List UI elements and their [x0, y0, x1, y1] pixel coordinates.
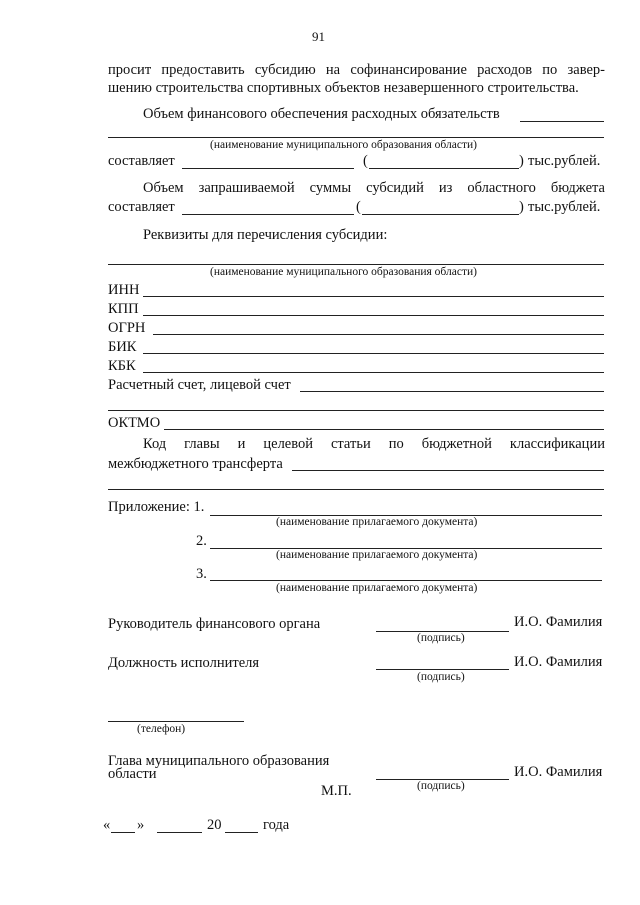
volume-open-paren: ( [363, 153, 368, 169]
municipality-head-line-1: Глава муниципального образования [108, 753, 330, 769]
intro-line-2: шению строительства спортивных объектов незавершенного строительства. [108, 80, 579, 96]
volume-heading-blank [520, 121, 604, 122]
oktmo-blank [164, 429, 604, 430]
executor-signature-caption: (подпись) [417, 671, 465, 683]
municipality-head-name: И.О. Фамилия [514, 764, 603, 780]
bik-blank [143, 353, 604, 354]
requested-word: Объем [143, 180, 184, 196]
attachments-label: Приложение: 1. [108, 499, 205, 515]
volume-close-paren: ) [519, 153, 524, 169]
budget-code-word: Код [143, 436, 167, 452]
account-label: Расчетный счет, лицевой счет [108, 377, 291, 393]
requested-amount-blank [182, 214, 354, 215]
budget-code-line-2: межбюджетного трансферта [108, 456, 283, 472]
intro-word: по [542, 62, 558, 78]
attachment-3-blank [210, 580, 602, 581]
attachment-2-caption: (наименование прилагаемого документа) [276, 549, 478, 561]
date-day-blank [111, 832, 135, 833]
requested-word: запрашиваемой [198, 180, 295, 196]
intro-word: расходов [477, 62, 533, 78]
executor-position-label: Должность исполнителя [108, 655, 260, 671]
ogrn-label: ОГРН [108, 320, 146, 336]
volume-heading: Объем финансового обеспечения расходных обязательств [143, 106, 500, 122]
requested-makes-label: составляет [108, 199, 175, 215]
budget-code-line-1 [143, 436, 605, 453]
phone-blank [108, 721, 244, 722]
attachment-3-caption: (наименование прилагаемого документа) [276, 582, 478, 594]
municipality-head-line-2: области [108, 766, 157, 782]
date-open-quote: « [103, 817, 111, 833]
attachment-2-number: 2. [196, 533, 207, 549]
intro-word: завер- [567, 62, 605, 78]
volume-unit: тыс.рублей. [528, 153, 601, 169]
date-month-blank [157, 832, 202, 833]
intro-word: просит [108, 62, 152, 78]
volume-municipality-blank [108, 137, 604, 138]
date-year-blank [225, 832, 258, 833]
ogrn-blank [153, 334, 604, 335]
date-century: 20 [207, 817, 222, 833]
requested-close-paren: ) [519, 199, 524, 215]
budget-code-blank [292, 470, 604, 471]
requested-word: областного [467, 180, 536, 196]
executor-name: И.О. Фамилия [514, 654, 603, 670]
attachment-1-caption: (наименование прилагаемого документа) [276, 516, 478, 528]
executor-signature-blank [376, 669, 509, 670]
budget-code-blank-2 [108, 489, 604, 490]
intro-line-1 [108, 62, 605, 79]
budget-code-word: бюджетной [421, 436, 492, 452]
date-close-quote: » [137, 817, 145, 833]
account-blank [300, 391, 604, 392]
municipality-head-signature-caption: (подпись) [417, 780, 465, 792]
kpp-blank [143, 315, 604, 316]
finance-head-name: И.О. Фамилия [514, 614, 603, 630]
intro-word: на [325, 62, 341, 78]
date-year-word: года [263, 817, 290, 833]
inn-blank [143, 296, 604, 297]
kbk-blank [143, 372, 604, 373]
requested-open-paren: ( [356, 199, 361, 215]
requested-word: из [438, 180, 453, 196]
budget-code-word: и [237, 436, 246, 452]
budget-code-word: классификации [509, 436, 605, 452]
intro-word: субсидию [254, 62, 316, 78]
phone-caption: (телефон) [137, 723, 186, 735]
page-number: 91 [312, 29, 325, 44]
requested-amount-words-blank [362, 214, 519, 215]
volume-amount-blank [182, 168, 354, 169]
stamp-placeholder: М.П. [321, 783, 352, 799]
budget-code-word: статьи [330, 436, 371, 452]
oktmo-label: ОКТМО [108, 415, 161, 431]
requested-word: субсидий [366, 180, 424, 196]
kbk-label: КБК [108, 358, 136, 374]
intro-word: софинансирование [350, 62, 467, 78]
budget-code-word: главы [184, 436, 220, 452]
requested-word: бюджета [550, 180, 605, 196]
finance-head-label: Руководитель финансового органа [108, 616, 321, 632]
requested-line-1 [143, 180, 605, 197]
budget-code-word: целевой [263, 436, 313, 452]
bik-label: БИК [108, 339, 137, 355]
attachment-3-number: 3. [196, 566, 207, 582]
volume-makes-label: составляет [108, 153, 175, 169]
volume-municipality-caption: (наименование муниципального образования области) [210, 139, 477, 151]
finance-head-signature-caption: (подпись) [417, 632, 465, 644]
kpp-label: КПП [108, 301, 139, 317]
requisites-municipality-blank [108, 264, 604, 265]
budget-code-word: по [388, 436, 404, 452]
requisites-heading: Реквизиты для перечисления субсидии: [143, 227, 388, 243]
requested-unit: тыс.рублей. [528, 199, 601, 215]
inn-label: ИНН [108, 282, 140, 298]
requisites-municipality-caption: (наименование муниципального образования области) [210, 266, 477, 278]
requested-word: суммы [309, 180, 352, 196]
volume-amount-words-blank [369, 168, 519, 169]
account-blank-2 [108, 410, 604, 411]
intro-word: предоставить [161, 62, 245, 78]
